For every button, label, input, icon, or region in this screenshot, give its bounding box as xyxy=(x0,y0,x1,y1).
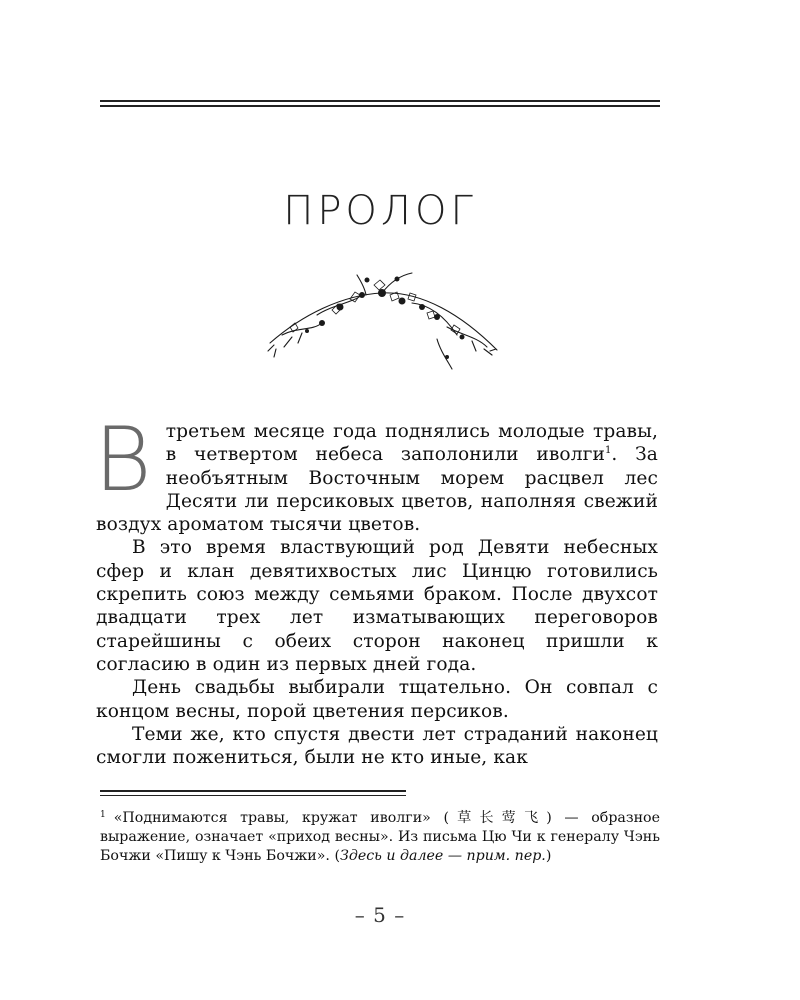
paragraph-1 xyxy=(94,408,658,536)
chapter-title: ПРОЛОГ xyxy=(283,188,477,234)
footnote xyxy=(100,806,660,866)
paragraph-3: День свадьбы выбирали тщательно. Он совпал с концом весны, порой цветения персиков. xyxy=(96,677,658,722)
footnote-text: «Поднимаются травы, кружат иволги» (草长莺飞) — образное выражение, означает «приход весны». Из письма Цю Чи к генералу Чэнь Бочжи «Пишу к Чэнь Бочжи». ( xyxy=(100,810,660,864)
paragraph-4: Теми же, кто спустя двести лет страданий наконец смогли пожениться, были не кто иные, как xyxy=(96,723,658,769)
footnote-mark: 1 xyxy=(100,810,106,820)
paragraph-2: В это время властвующий род Девяти небесных сфер и клан девятихвостых лис Цинцю готовились скрепить союз между семьями браком. После двухсот двадцати трех лет изматывающих переговоров старейшины с обеих сторон наконец пришли к согласию в один из первых дней года. xyxy=(96,537,658,675)
footnote-italic: Здесь и далее — прим. пер. xyxy=(340,848,546,864)
header-double-rule xyxy=(100,100,660,107)
footnote-close: ) xyxy=(545,848,552,864)
body-text xyxy=(94,408,658,769)
page-number: – 5 – xyxy=(354,903,406,927)
footnote-rule xyxy=(100,790,406,796)
paragraph-1-rest: . За необъятным Восточным морем расцвел лес Десяти ли персиковых цветов, наполняя свежий воздух ароматом тысячи цветов. xyxy=(96,444,658,536)
peach-blossom-branch-icon xyxy=(262,265,502,375)
paragraph-1-text: третьем месяце года поднялись молодые травы, в четвертом небеса заполонили иволги xyxy=(165,421,658,466)
drop-cap: В xyxy=(94,408,152,511)
footnote-reference[interactable]: 1 xyxy=(604,445,612,457)
